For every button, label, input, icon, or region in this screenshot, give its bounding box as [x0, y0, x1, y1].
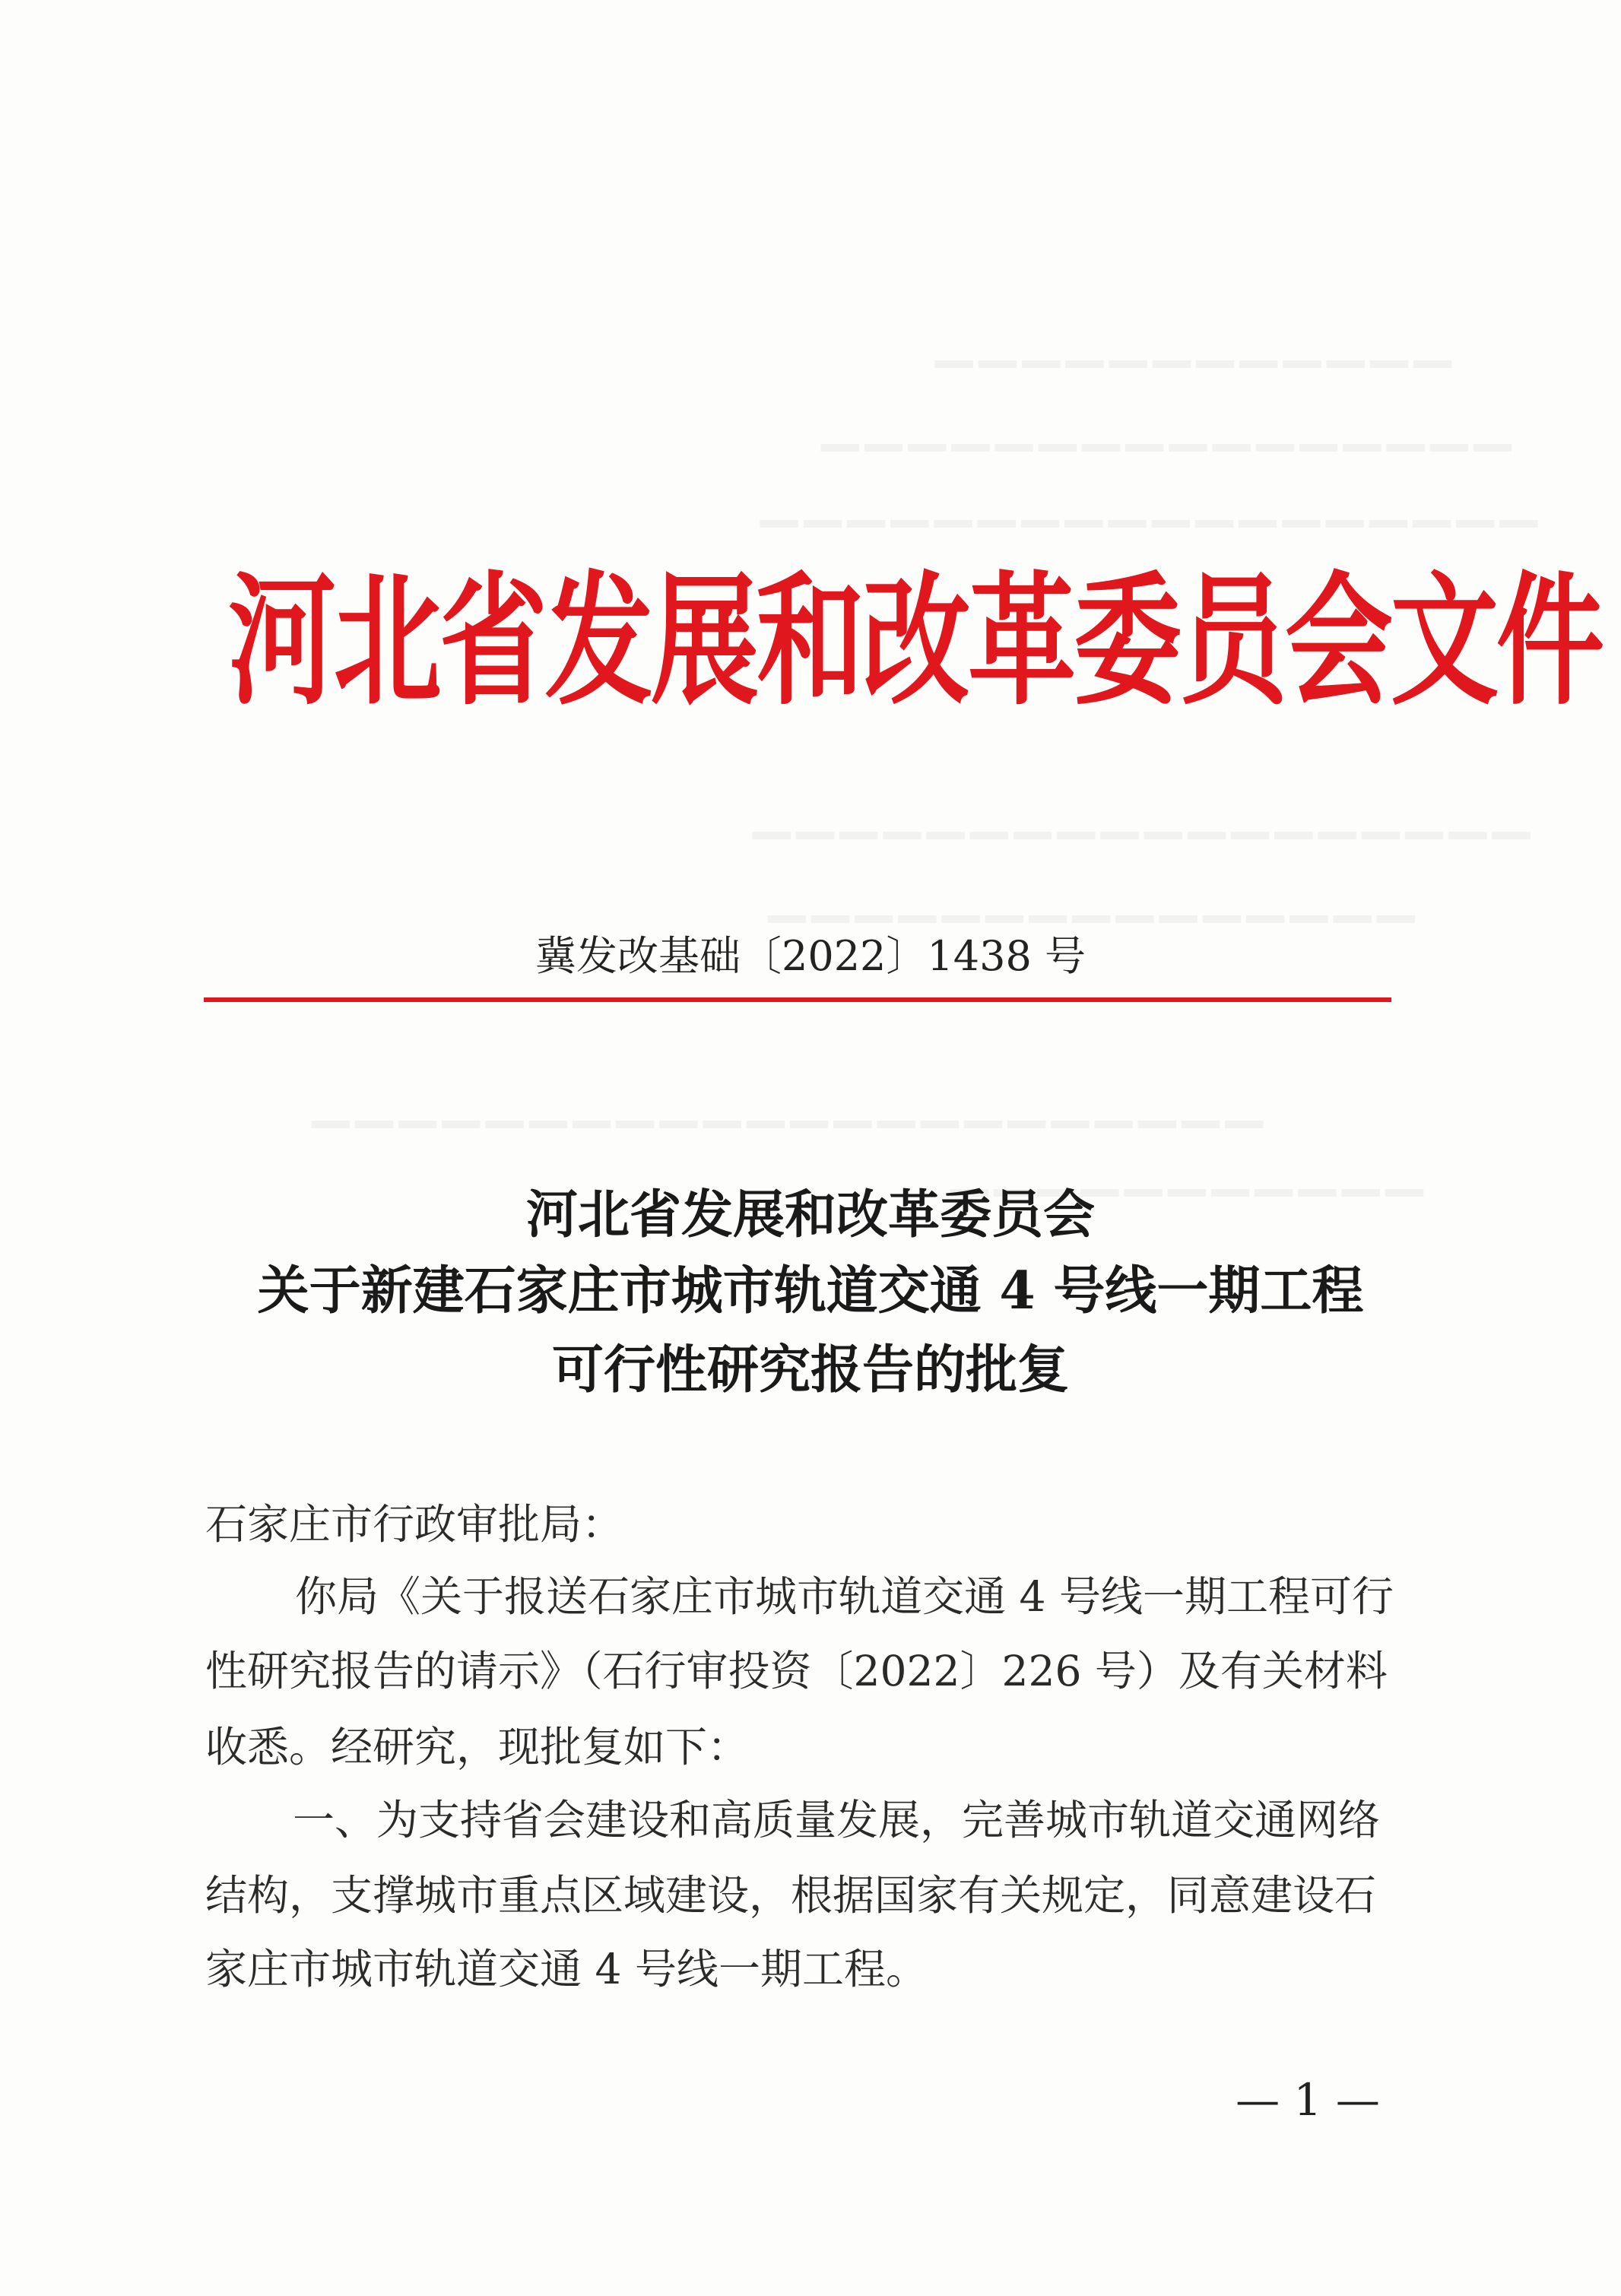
document-title-line-1: 河北省发展和改革委员会: [525, 1184, 1095, 1245]
document-title-line-3: 可行性研究报告的批复: [551, 1340, 1069, 1400]
red-separator-line: [204, 997, 1391, 1002]
document-title-line-2: 关于新建石家庄市城市轨道交通 4 号线一期工程: [257, 1261, 1364, 1321]
bleed-through-texture: ▁▁▁▁▁▁▁▁▁▁▁▁▁▁▁▁▁▁▁▁▁▁: [312, 1072, 1269, 1128]
body-text-line: 你局《关于报送石家庄市城市轨道交通 4 号线一期工程可行: [295, 1572, 1394, 1621]
body-text-line: 家庄市城市轨道交通 4 号线一期工程。: [205, 1945, 928, 1993]
bleed-through-texture: ▁▁▁▁▁▁▁▁▁▁▁: [950, 1140, 1429, 1197]
bleed-through-texture: ▁▁▁▁▁▁▁▁▁▁▁▁▁▁▁▁: [821, 395, 1518, 452]
document-number: 冀发改基础〔2022〕1438 号: [535, 932, 1086, 980]
bleed-through-texture: ▁▁▁▁▁▁▁▁▁▁▁▁▁▁▁▁▁▁: [760, 471, 1543, 528]
addressee: 石家庄市行政审批局：: [205, 1500, 624, 1549]
masthead-title: 河北省发展和改革委员会文件: [228, 559, 1602, 725]
body-text-line: 性研究报告的请示》（石行审投资〔2022〕226 号）及有关材料: [205, 1647, 1388, 1695]
body-text-line: 收悉。经研究，现批复如下：: [205, 1723, 750, 1771]
bleed-through-texture: ▁▁▁▁▁▁▁▁▁▁▁▁▁▁▁: [768, 867, 1421, 923]
bleed-through-texture: ▁▁▁▁▁▁▁▁▁▁▁▁▁▁▁▁▁▁: [753, 783, 1536, 839]
bleed-through-texture: ▁▁▁▁▁▁▁▁▁▁▁▁: [935, 312, 1458, 368]
body-text-line: 结构，支撑城市重点区域建设，根据国家有关规定，同意建设石: [205, 1871, 1377, 1920]
page-number: — 1 —: [1236, 2074, 1380, 2126]
body-text-line: 一、为支持省会建设和高质量发展，完善城市轨道交通网络: [293, 1796, 1381, 1844]
